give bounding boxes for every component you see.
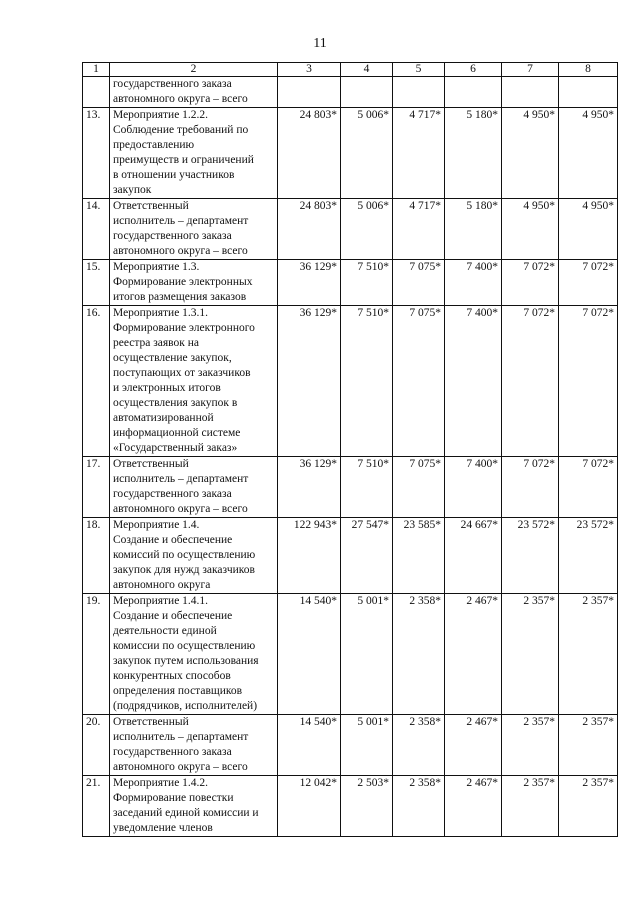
- value-cell: 7 510*: [341, 457, 393, 518]
- value-cell: 5 006*: [341, 199, 393, 260]
- value-cell: 7 400*: [445, 306, 502, 457]
- value-cell: 7 072*: [502, 306, 559, 457]
- value-cell: 4 950*: [502, 108, 559, 199]
- value-cell: 7 072*: [559, 457, 618, 518]
- value-cell: 12 042*: [278, 776, 341, 837]
- value-cell: 5 001*: [341, 715, 393, 776]
- value-cell: 4 950*: [559, 199, 618, 260]
- table-body: [83, 63, 618, 837]
- value-cell: 7 072*: [502, 457, 559, 518]
- column-number: 5: [393, 63, 445, 77]
- row-number: 20.: [83, 715, 110, 776]
- value-cell: 24 803*: [278, 108, 341, 199]
- value-cell: 2 358*: [393, 715, 445, 776]
- table-row: [83, 518, 618, 594]
- value-cell: 23 572*: [502, 518, 559, 594]
- value-cell: 7 510*: [341, 260, 393, 306]
- table-row: [83, 776, 618, 837]
- value-cell: 7 072*: [502, 260, 559, 306]
- column-number: 2: [110, 63, 278, 77]
- value-cell: 5 006*: [341, 108, 393, 199]
- column-number: 4: [341, 63, 393, 77]
- value-cell: 2 357*: [502, 715, 559, 776]
- row-description: Ответственный исполнитель – департамент государственного заказа автономного округа – всего: [110, 457, 278, 518]
- value-cell: 4 717*: [393, 199, 445, 260]
- table-row: [83, 199, 618, 260]
- table-row: [83, 108, 618, 199]
- row-number: 21.: [83, 776, 110, 837]
- row-description: Мероприятие 1.3. Формирование электронных итогов размещения заказов: [110, 260, 278, 306]
- value-cell: 7 072*: [559, 306, 618, 457]
- value-cell: 24 667*: [445, 518, 502, 594]
- value-cell: 2 357*: [502, 594, 559, 715]
- value-cell: 14 540*: [278, 594, 341, 715]
- column-number: 6: [445, 63, 502, 77]
- value-cell: 14 540*: [278, 715, 341, 776]
- value-cell: [502, 77, 559, 108]
- column-number: 1: [83, 63, 110, 77]
- value-cell: 4 717*: [393, 108, 445, 199]
- row-description: государственного заказа автономного округа – всего: [110, 77, 278, 108]
- value-cell: 2 357*: [502, 776, 559, 837]
- row-description: Мероприятие 1.4.1. Создание и обеспечение деятельности единой комиссии по осуществлению закупок путем использования конкурентных способов определения поставщиков (подрядчиков, исполнителей): [110, 594, 278, 715]
- value-cell: 36 129*: [278, 260, 341, 306]
- row-number: 13.: [83, 108, 110, 199]
- table-row: [83, 260, 618, 306]
- column-number-row: [83, 63, 618, 77]
- row-number: 16.: [83, 306, 110, 457]
- value-cell: [393, 77, 445, 108]
- value-cell: [278, 77, 341, 108]
- value-cell: 5 180*: [445, 108, 502, 199]
- value-cell: 2 503*: [341, 776, 393, 837]
- table-row: [83, 457, 618, 518]
- row-number: 14.: [83, 199, 110, 260]
- table-row: [83, 715, 618, 776]
- value-cell: 122 943*: [278, 518, 341, 594]
- budget-table: [82, 62, 618, 837]
- value-cell: 2 467*: [445, 776, 502, 837]
- table-row: [83, 306, 618, 457]
- column-number: 7: [502, 63, 559, 77]
- value-cell: 4 950*: [502, 199, 559, 260]
- row-number: 18.: [83, 518, 110, 594]
- row-description: Мероприятие 1.4. Создание и обеспечение комиссий по осуществлению закупок для нужд заказчиков автономного округа: [110, 518, 278, 594]
- table-row: [83, 594, 618, 715]
- value-cell: 7 072*: [559, 260, 618, 306]
- value-cell: 2 467*: [445, 715, 502, 776]
- value-cell: 23 585*: [393, 518, 445, 594]
- row-description: Мероприятие 1.4.2. Формирование повестки заседаний единой комиссии и уведомление членов: [110, 776, 278, 837]
- value-cell: 24 803*: [278, 199, 341, 260]
- row-number: 19.: [83, 594, 110, 715]
- row-number: 15.: [83, 260, 110, 306]
- column-number: 8: [559, 63, 618, 77]
- value-cell: [341, 77, 393, 108]
- value-cell: 7 075*: [393, 457, 445, 518]
- row-description: Мероприятие 1.2.2. Соблюдение требований по предоставлению преимуществ и ограничений в отношении участников закупок: [110, 108, 278, 199]
- value-cell: 2 467*: [445, 594, 502, 715]
- value-cell: 2 357*: [559, 776, 618, 837]
- value-cell: 7 400*: [445, 260, 502, 306]
- value-cell: [559, 77, 618, 108]
- value-cell: 7 400*: [445, 457, 502, 518]
- value-cell: 7 075*: [393, 306, 445, 457]
- row-number: 17.: [83, 457, 110, 518]
- value-cell: 27 547*: [341, 518, 393, 594]
- page-number: 11: [313, 36, 327, 51]
- value-cell: 36 129*: [278, 457, 341, 518]
- value-cell: 5 180*: [445, 199, 502, 260]
- value-cell: 2 357*: [559, 594, 618, 715]
- value-cell: 2 358*: [393, 776, 445, 837]
- row-description: Ответственный исполнитель – департамент государственного заказа автономного округа – всего: [110, 199, 278, 260]
- value-cell: 36 129*: [278, 306, 341, 457]
- value-cell: 4 950*: [559, 108, 618, 199]
- value-cell: 2 358*: [393, 594, 445, 715]
- value-cell: 7 075*: [393, 260, 445, 306]
- table-row-continuation: [83, 77, 618, 108]
- value-cell: 23 572*: [559, 518, 618, 594]
- value-cell: [445, 77, 502, 108]
- row-number: [83, 77, 110, 108]
- column-number: 3: [278, 63, 341, 77]
- row-description: Мероприятие 1.3.1. Формирование электронного реестра заявок на осуществление закупок, поступающих от заказчиков и электронных итогов осуществления закупок в автоматизированной информационной системе «Государственный заказ»: [110, 306, 278, 457]
- row-description: Ответственный исполнитель – департамент государственного заказа автономного округа – всего: [110, 715, 278, 776]
- value-cell: 2 357*: [559, 715, 618, 776]
- value-cell: 7 510*: [341, 306, 393, 457]
- value-cell: 5 001*: [341, 594, 393, 715]
